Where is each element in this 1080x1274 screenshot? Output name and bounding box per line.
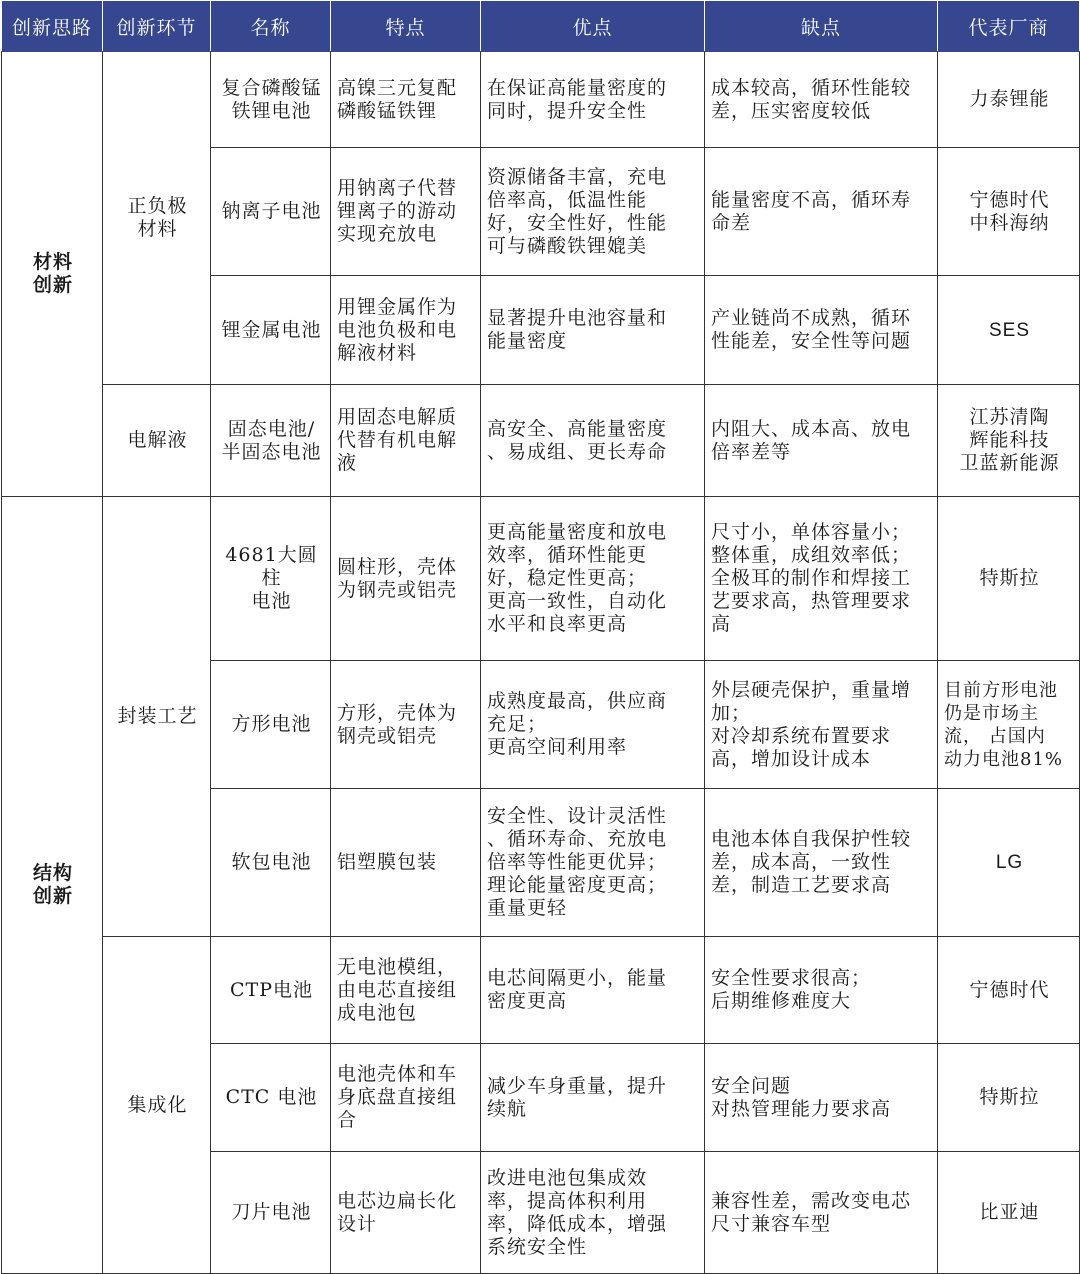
section-cell-electrolyte: 电解液 (103, 385, 211, 497)
table-row (2, 52, 1080, 148)
cons-cell: 内阻大、成本高、放电 倍率差等 (705, 385, 938, 497)
cons-cell: 外层硬壳保护，重量增 加； 对冷却系统布置要求 高，增加设计成本 (705, 661, 938, 789)
comparison-table (1, 0, 1080, 1274)
name-cell: 软包电池 (211, 789, 331, 937)
header-cell-pros: 优点 (481, 1, 705, 52)
name-cell: CTC 电池 (211, 1044, 331, 1152)
name-cell: 4681大圆柱 电池 (211, 497, 331, 661)
vendor-cell: 目前方形电池 仍是市场主 流， 占国内 动力电池81% (938, 661, 1080, 789)
pros-cell: 高安全、高能量密度 、易成组、更长寿命 (481, 385, 705, 497)
name-cell: 固态电池/ 半固态电池 (211, 385, 331, 497)
feature-cell: 铝塑膜包装 (331, 789, 481, 937)
feature-cell: 圆柱形，壳体 为钢壳或铝壳 (331, 497, 481, 661)
cons-cell: 成本较高，循环性能较 差，压实密度较低 (705, 52, 938, 148)
pros-cell: 安全性、设计灵活性 、循环寿命、充放电 倍率等性能更优异； 理论能量密度更高； 重量更轻 (481, 789, 705, 937)
cons-cell: 尺寸小，单体容量小； 整体重，成组效率低； 全极耳的制作和焊接工 艺要求高，热管理要求 高 (705, 497, 938, 661)
vendor-cell: 特斯拉 (938, 1044, 1080, 1152)
header-cell-approach: 创新思路 (2, 1, 103, 52)
feature-cell: 电芯边扁长化 设计 (331, 1152, 481, 1274)
pros-cell: 电芯间隔更小，能量 密度更高 (481, 937, 705, 1044)
pros-cell: 资源储备丰富，充电 倍率高，低温性能 好，安全性好，性能 可与磷酸铁锂媲美 (481, 148, 705, 276)
group-cell-structure: 结构 创新 (2, 497, 103, 1274)
pros-cell: 显著提升电池容量和 能量密度 (481, 276, 705, 385)
header-cell-cons: 缺点 (705, 1, 938, 52)
pros-cell: 在保证高能量密度的 同时，提升安全性 (481, 52, 705, 148)
cons-cell: 安全问题 对热管理能力要求高 (705, 1044, 938, 1152)
vendor-cell: LG (938, 789, 1080, 937)
feature-cell: 用固态电解质 代替有机电解 液 (331, 385, 481, 497)
pros-cell: 减少车身重量，提升 续航 (481, 1044, 705, 1152)
name-cell: 钠离子电池 (211, 148, 331, 276)
vendor-cell: 江苏清陶 辉能科技 卫蓝新能源 (938, 385, 1080, 497)
feature-cell: 电池壳体和车 身底盘直接组 合 (331, 1044, 481, 1152)
vendor-cell: 力泰锂能 (938, 52, 1080, 148)
name-cell: 刀片电池 (211, 1152, 331, 1274)
pros-cell: 改进电池包集成效 率，提高体积利用 率，降低成本，增强 系统安全性 (481, 1152, 705, 1274)
vendor-cell: 宁德时代 中科海纳 (938, 148, 1080, 276)
name-cell: 锂金属电池 (211, 276, 331, 385)
name-cell: 复合磷酸锰 铁锂电池 (211, 52, 331, 148)
feature-cell: 方形，壳体为 钢壳或铝壳 (331, 661, 481, 789)
header-cell-feature: 特点 (331, 1, 481, 52)
vendor-cell: SES (938, 276, 1080, 385)
feature-cell: 用钠离子代替 锂离子的游动 实现充放电 (331, 148, 481, 276)
pros-cell: 成熟度最高，供应商 充足； 更高空间利用率 (481, 661, 705, 789)
feature-cell: 高镍三元复配 磷酸锰铁锂 (331, 52, 481, 148)
name-cell: 方形电池 (211, 661, 331, 789)
table-row (2, 937, 1080, 1044)
cons-cell: 电池本体自我保护性较 差，成本高，一致性 差，制造工艺要求高 (705, 789, 938, 937)
table-row (2, 497, 1080, 661)
section-cell-electrode: 正负极 材料 (103, 52, 211, 385)
section-cell-integration: 集成化 (103, 937, 211, 1274)
name-cell: CTP电池 (211, 937, 331, 1044)
feature-cell: 无电池模组， 由电芯直接组 成电池包 (331, 937, 481, 1044)
table-row (2, 385, 1080, 497)
cons-cell: 能量密度不高，循环寿 命差 (705, 148, 938, 276)
feature-cell: 用锂金属作为 电池负极和电 解液材料 (331, 276, 481, 385)
header-cell-stage: 创新环节 (103, 1, 211, 52)
vendor-cell: 宁德时代 (938, 937, 1080, 1044)
pros-cell: 更高能量密度和放电 效率，循环性能更 好，稳定性更高； 更高一致性，自动化 水平和良率更高 (481, 497, 705, 661)
group-cell-material: 材料 创新 (2, 52, 103, 497)
vendor-cell: 特斯拉 (938, 497, 1080, 661)
cons-cell: 兼容性差，需改变电芯 尺寸兼容车型 (705, 1152, 938, 1274)
section-cell-packaging: 封装工艺 (103, 497, 211, 937)
vendor-cell: 比亚迪 (938, 1152, 1080, 1274)
header-cell-name: 名称 (211, 1, 331, 52)
cons-cell: 安全性要求很高； 后期维修难度大 (705, 937, 938, 1044)
header-row (2, 1, 1080, 52)
header-cell-vendor: 代表厂商 (938, 1, 1080, 52)
cons-cell: 产业链尚不成熟，循环 性能差，安全性等问题 (705, 276, 938, 385)
